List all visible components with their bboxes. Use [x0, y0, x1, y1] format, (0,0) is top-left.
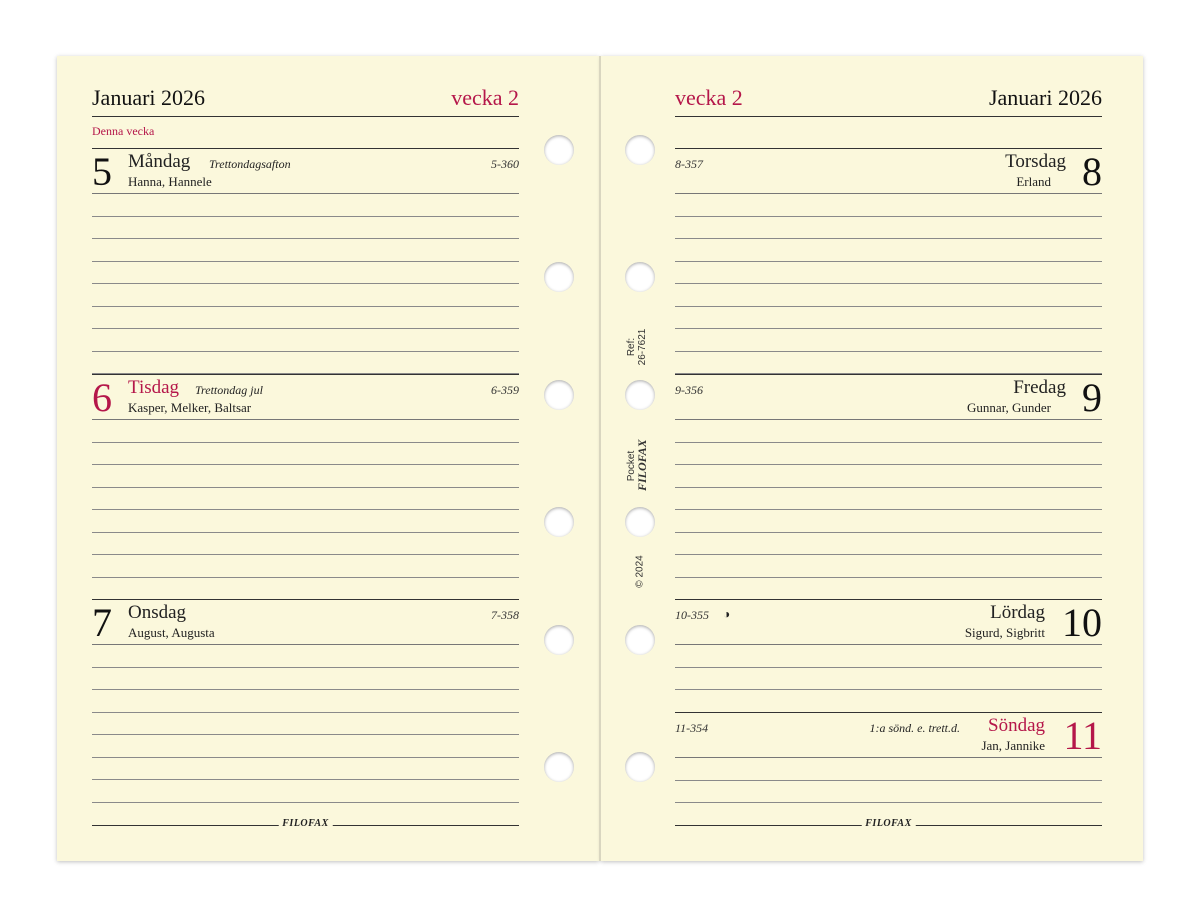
page-footer: [675, 818, 1102, 829]
day-saturday: [675, 599, 1102, 713]
day-name: Lördag: [990, 602, 1045, 623]
writing-line[interactable]: [92, 307, 519, 330]
this-week-label: Denna vecka: [92, 124, 155, 138]
day-monday: [92, 148, 519, 374]
day-number: 8: [1082, 149, 1102, 194]
ref-number: Ref: 26-7621: [626, 328, 648, 366]
writing-line[interactable]: [92, 284, 519, 307]
writing-line[interactable]: [675, 217, 1102, 240]
ring-hole: [625, 752, 655, 782]
writing-line[interactable]: [92, 758, 519, 781]
writing-line[interactable]: [675, 578, 1102, 601]
writing-line[interactable]: [675, 781, 1102, 804]
name-day: Jan, Jannike: [981, 738, 1045, 753]
ring-hole: [544, 135, 574, 165]
writing-line[interactable]: [92, 420, 519, 443]
day-number: 5: [92, 149, 112, 194]
writing-line[interactable]: [675, 690, 1102, 713]
writing-line[interactable]: [92, 533, 519, 556]
ring-hole: [625, 380, 655, 410]
name-day: Gunnar, Gunder: [967, 400, 1051, 415]
day-name: Tisdag: [128, 377, 180, 398]
day-number: 10: [1062, 600, 1102, 645]
ring-hole: [625, 625, 655, 655]
week-label: vecka 2: [675, 85, 743, 110]
writing-line[interactable]: [675, 465, 1102, 488]
ring-hole: [544, 262, 574, 292]
day-name: Söndag: [988, 715, 1045, 736]
writing-line[interactable]: [675, 758, 1102, 781]
day-of-year: 9-356: [675, 383, 703, 397]
writing-line[interactable]: [675, 645, 1102, 668]
writing-line[interactable]: [92, 329, 519, 352]
binding-spine: [599, 56, 601, 861]
writing-line[interactable]: [92, 194, 519, 217]
writing-line[interactable]: [675, 510, 1102, 533]
writing-line[interactable]: [92, 555, 519, 578]
day-of-year: 11-354: [675, 721, 709, 735]
writing-line[interactable]: [675, 194, 1102, 217]
ring-hole: [544, 625, 574, 655]
day-name: Torsdag: [1005, 151, 1066, 172]
day-of-year: 8-357: [675, 157, 703, 171]
writing-line[interactable]: [92, 488, 519, 511]
writing-line[interactable]: [92, 262, 519, 285]
writing-line[interactable]: [675, 420, 1102, 443]
day-name: Onsdag: [128, 602, 187, 623]
day-tuesday: [92, 374, 519, 600]
name-day: Erland: [1016, 174, 1051, 189]
ring-hole: [625, 507, 655, 537]
day-of-year: 5-360: [491, 157, 519, 171]
writing-line[interactable]: [675, 352, 1102, 375]
ring-hole: [544, 507, 574, 537]
name-day: Sigurd, Sigbritt: [964, 625, 1045, 640]
day-friday: [675, 374, 1102, 600]
filofax-logo: FILOFAX: [278, 818, 332, 829]
page-footer: [92, 818, 519, 829]
day-thursday: [675, 148, 1102, 374]
writing-line[interactable]: [92, 713, 519, 736]
writing-line[interactable]: [675, 239, 1102, 262]
day-name: Fredag: [1013, 377, 1066, 398]
writing-line[interactable]: [675, 329, 1102, 352]
writing-line[interactable]: [92, 645, 519, 668]
writing-line[interactable]: [675, 555, 1102, 578]
left-header: [92, 84, 519, 117]
writing-line[interactable]: [675, 284, 1102, 307]
holiday-label: Trettondag jul: [195, 383, 263, 397]
copyright: © 2024: [634, 555, 646, 588]
day-name: Måndag: [128, 151, 191, 172]
ring-hole: [625, 135, 655, 165]
writing-line[interactable]: [92, 780, 519, 803]
pocket-brand: Pocket FILOFAX: [626, 439, 649, 491]
writing-line[interactable]: [675, 262, 1102, 285]
day-of-year: 6-359: [491, 383, 519, 397]
ring-hole: [544, 752, 574, 782]
page-title: Januari 2026: [92, 85, 206, 110]
writing-line[interactable]: [92, 352, 519, 375]
writing-line[interactable]: [92, 465, 519, 488]
day-number: 9: [1082, 375, 1102, 420]
writing-line[interactable]: [675, 307, 1102, 330]
week-label: vecka 2: [451, 85, 519, 110]
writing-line[interactable]: [675, 443, 1102, 466]
writing-line[interactable]: [92, 443, 519, 466]
writing-line[interactable]: [675, 533, 1102, 556]
day-number: 11: [1063, 713, 1102, 758]
day-of-year: 10-355: [675, 608, 709, 622]
day-of-year: 7-358: [491, 608, 519, 622]
writing-line[interactable]: [92, 217, 519, 240]
day-number: 7: [92, 600, 112, 645]
ring-hole: [625, 262, 655, 292]
writing-line[interactable]: [675, 488, 1102, 511]
name-day: August, Augusta: [128, 625, 215, 640]
writing-line[interactable]: [92, 668, 519, 691]
ring-hole: [544, 380, 574, 410]
holiday-label: 1:a sönd. e. trett.d.: [869, 721, 960, 735]
holiday-label: Trettondagsafton: [209, 157, 291, 171]
page-title: Januari 2026: [988, 85, 1102, 110]
writing-line[interactable]: [92, 578, 519, 601]
writing-line[interactable]: [92, 239, 519, 262]
writing-line[interactable]: [92, 510, 519, 533]
name-day: Kasper, Melker, Baltsar: [128, 400, 252, 415]
moon-phase-icon: ◑: [723, 607, 731, 621]
day-number: 6: [92, 375, 112, 420]
day-sunday: [675, 712, 1102, 803]
name-day: Hanna, Hannele: [128, 174, 212, 189]
writing-line[interactable]: [92, 690, 519, 713]
writing-line[interactable]: [92, 735, 519, 758]
right-header: [675, 84, 1102, 117]
filofax-logo: FILOFAX: [861, 818, 915, 829]
writing-line[interactable]: [675, 668, 1102, 691]
day-wednesday: [92, 599, 519, 803]
